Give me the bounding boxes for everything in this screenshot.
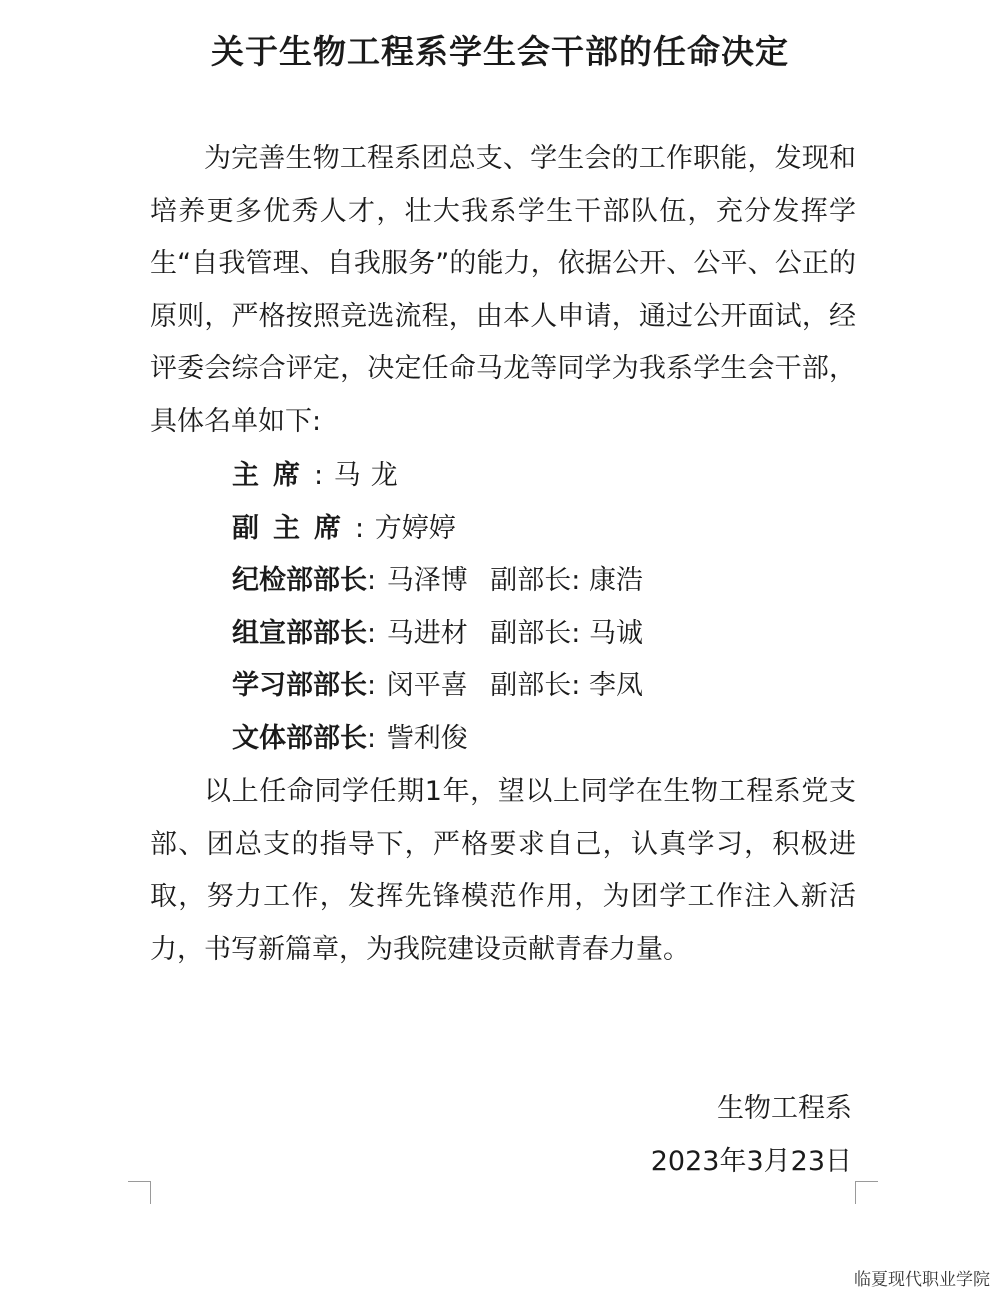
deputy-label: 副部长:	[490, 617, 581, 649]
role-label: 纪检部部长	[232, 565, 367, 597]
roster-row-study	[232, 660, 872, 713]
closing-paragraph: 以上任命同学任期1年，望以上同学在生物工程系党支部、团总支的指导下，严格要求自己，认真学习，积极进取，努力工作，发挥先锋模范作用，为团学工作注入新活力，书写新篇章，为我院建设贡献青春力量。	[150, 776, 856, 965]
watermark-text: 临夏现代职业学院	[854, 1270, 990, 1290]
deputy-name: 康浩	[589, 565, 643, 597]
appointee-name: 马进材	[386, 617, 468, 649]
role-separator: :	[367, 722, 377, 754]
role-label: 组宣部部长	[232, 617, 367, 649]
appointee-name: 方婷婷	[374, 512, 456, 544]
role-label: 文体部部长	[232, 722, 367, 754]
appointment-roster	[232, 450, 872, 766]
appointee-name: 马泽博	[386, 565, 468, 597]
signature-department: 生物工程系	[717, 1093, 852, 1124]
role-label: 副主席	[232, 512, 355, 544]
appointee-name: 马龙	[333, 460, 408, 491]
roster-row-vice-chair	[232, 503, 872, 556]
role-separator: :	[367, 617, 377, 649]
role-separator: :	[355, 512, 365, 544]
role-separator: :	[367, 670, 377, 702]
role-separator: :	[314, 460, 324, 491]
page-corner-mark-right	[855, 1181, 878, 1204]
deputy-label: 副部长:	[490, 565, 581, 597]
document-title: 关于生物工程系学生会干部的任命决定	[211, 32, 789, 71]
appointee-name: 闵平喜	[386, 670, 468, 702]
role-label: 学习部部长	[232, 670, 367, 702]
intro-paragraph: 为完善生物工程系团总支、学生会的工作职能，发现和培养更多优秀人才，壮大我系学生干部队伍，充分发挥学生“自我管理、自我服务”的能力，依据公开、公平、公正的原则，严格按照竞选流程，由本人申请，通过公开面试，经评委会综合评定，决定任命马龙等同学为我系学生会干部，具体名单如下:	[150, 143, 856, 437]
signature-date: 2023年3月23日	[650, 1146, 852, 1177]
roster-row-chair	[232, 450, 872, 503]
roster-row-culture-sports	[232, 713, 872, 766]
appointee-name: 訾利俊	[386, 722, 468, 754]
deputy-name: 李凤	[589, 670, 643, 702]
role-separator: :	[367, 565, 377, 597]
deputy-label: 副部长:	[490, 670, 581, 702]
page-corner-mark-left	[128, 1181, 151, 1204]
role-label: 主席	[232, 460, 314, 491]
deputy-name: 马诚	[589, 617, 643, 649]
roster-row-publicity	[232, 608, 872, 661]
roster-row-discipline	[232, 555, 872, 608]
